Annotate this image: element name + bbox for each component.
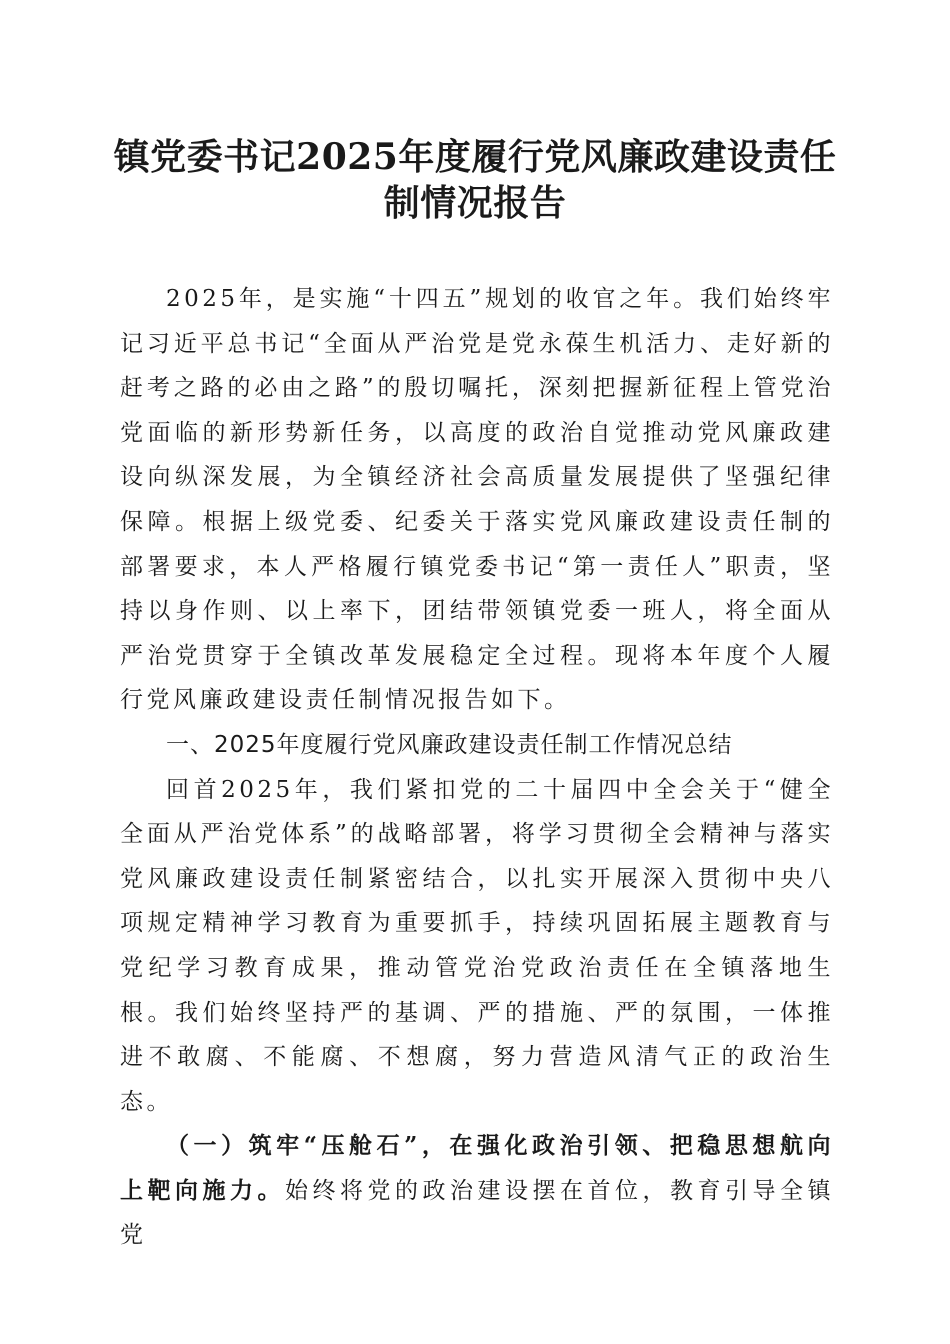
document-body	[120, 277, 834, 1258]
subsection-paragraph	[120, 1124, 834, 1258]
section-paragraph: 回首2025年，我们紧扣党的二十届四中全会关于“健全全面从严治党体系”的战略部署，将学习贯彻全会精神与落实党风廉政建设责任制紧密结合，以扎实开展深入贯彻中央八项规定精神学习教育为重要抓手，持续巩固拓展主题教育与党纪学习教育成果，推动管党治党政治责任在全镇落地生根。我们始终坚持严的基调、严的措施、严的氛围，一体推进不敢腐、不能腐、不想腐，努力营造风清气正的政治生态。	[120, 776, 834, 1115]
intro-paragraph: 2025年，是实施“十四五”规划的收官之年。我们始终牢记习近平总书记“全面从严治党是党永葆生机活力、走好新的赶考之路的必由之路”的殷切嘱托，深刻把握新征程上管党治党面临的新形势新任务，以高度的政治自觉推动党风廉政建设向纵深发展，为全镇经济社会高质量发展提供了坚强纪律保障。根据上级党委、纪委关于落实党风廉政建设责任制的部署要求，本人严格履行镇党委书记“第一责任人”职责，坚持以身作则、以上率下，团结带领镇党委一班人，将全面从严治党贯穿于全镇改革发展稳定全过程。现将本年度个人履行党风廉政建设责任制情况报告如下。	[120, 286, 834, 714]
subsection-body: 始终将党的政治建设摆在首位，教育引导全镇党	[120, 1177, 834, 1249]
document-title: 镇党委书记2025年度履行党风廉政建设责任制情况报告	[113, 136, 837, 224]
subsection-heading: （一）筑牢“压舱石”，在强化政治引领、把稳思想航向上靶向施力。	[120, 1132, 834, 1204]
section-heading: 一、2025年度履行党风廉政建设责任制工作情况总结	[166, 731, 733, 758]
